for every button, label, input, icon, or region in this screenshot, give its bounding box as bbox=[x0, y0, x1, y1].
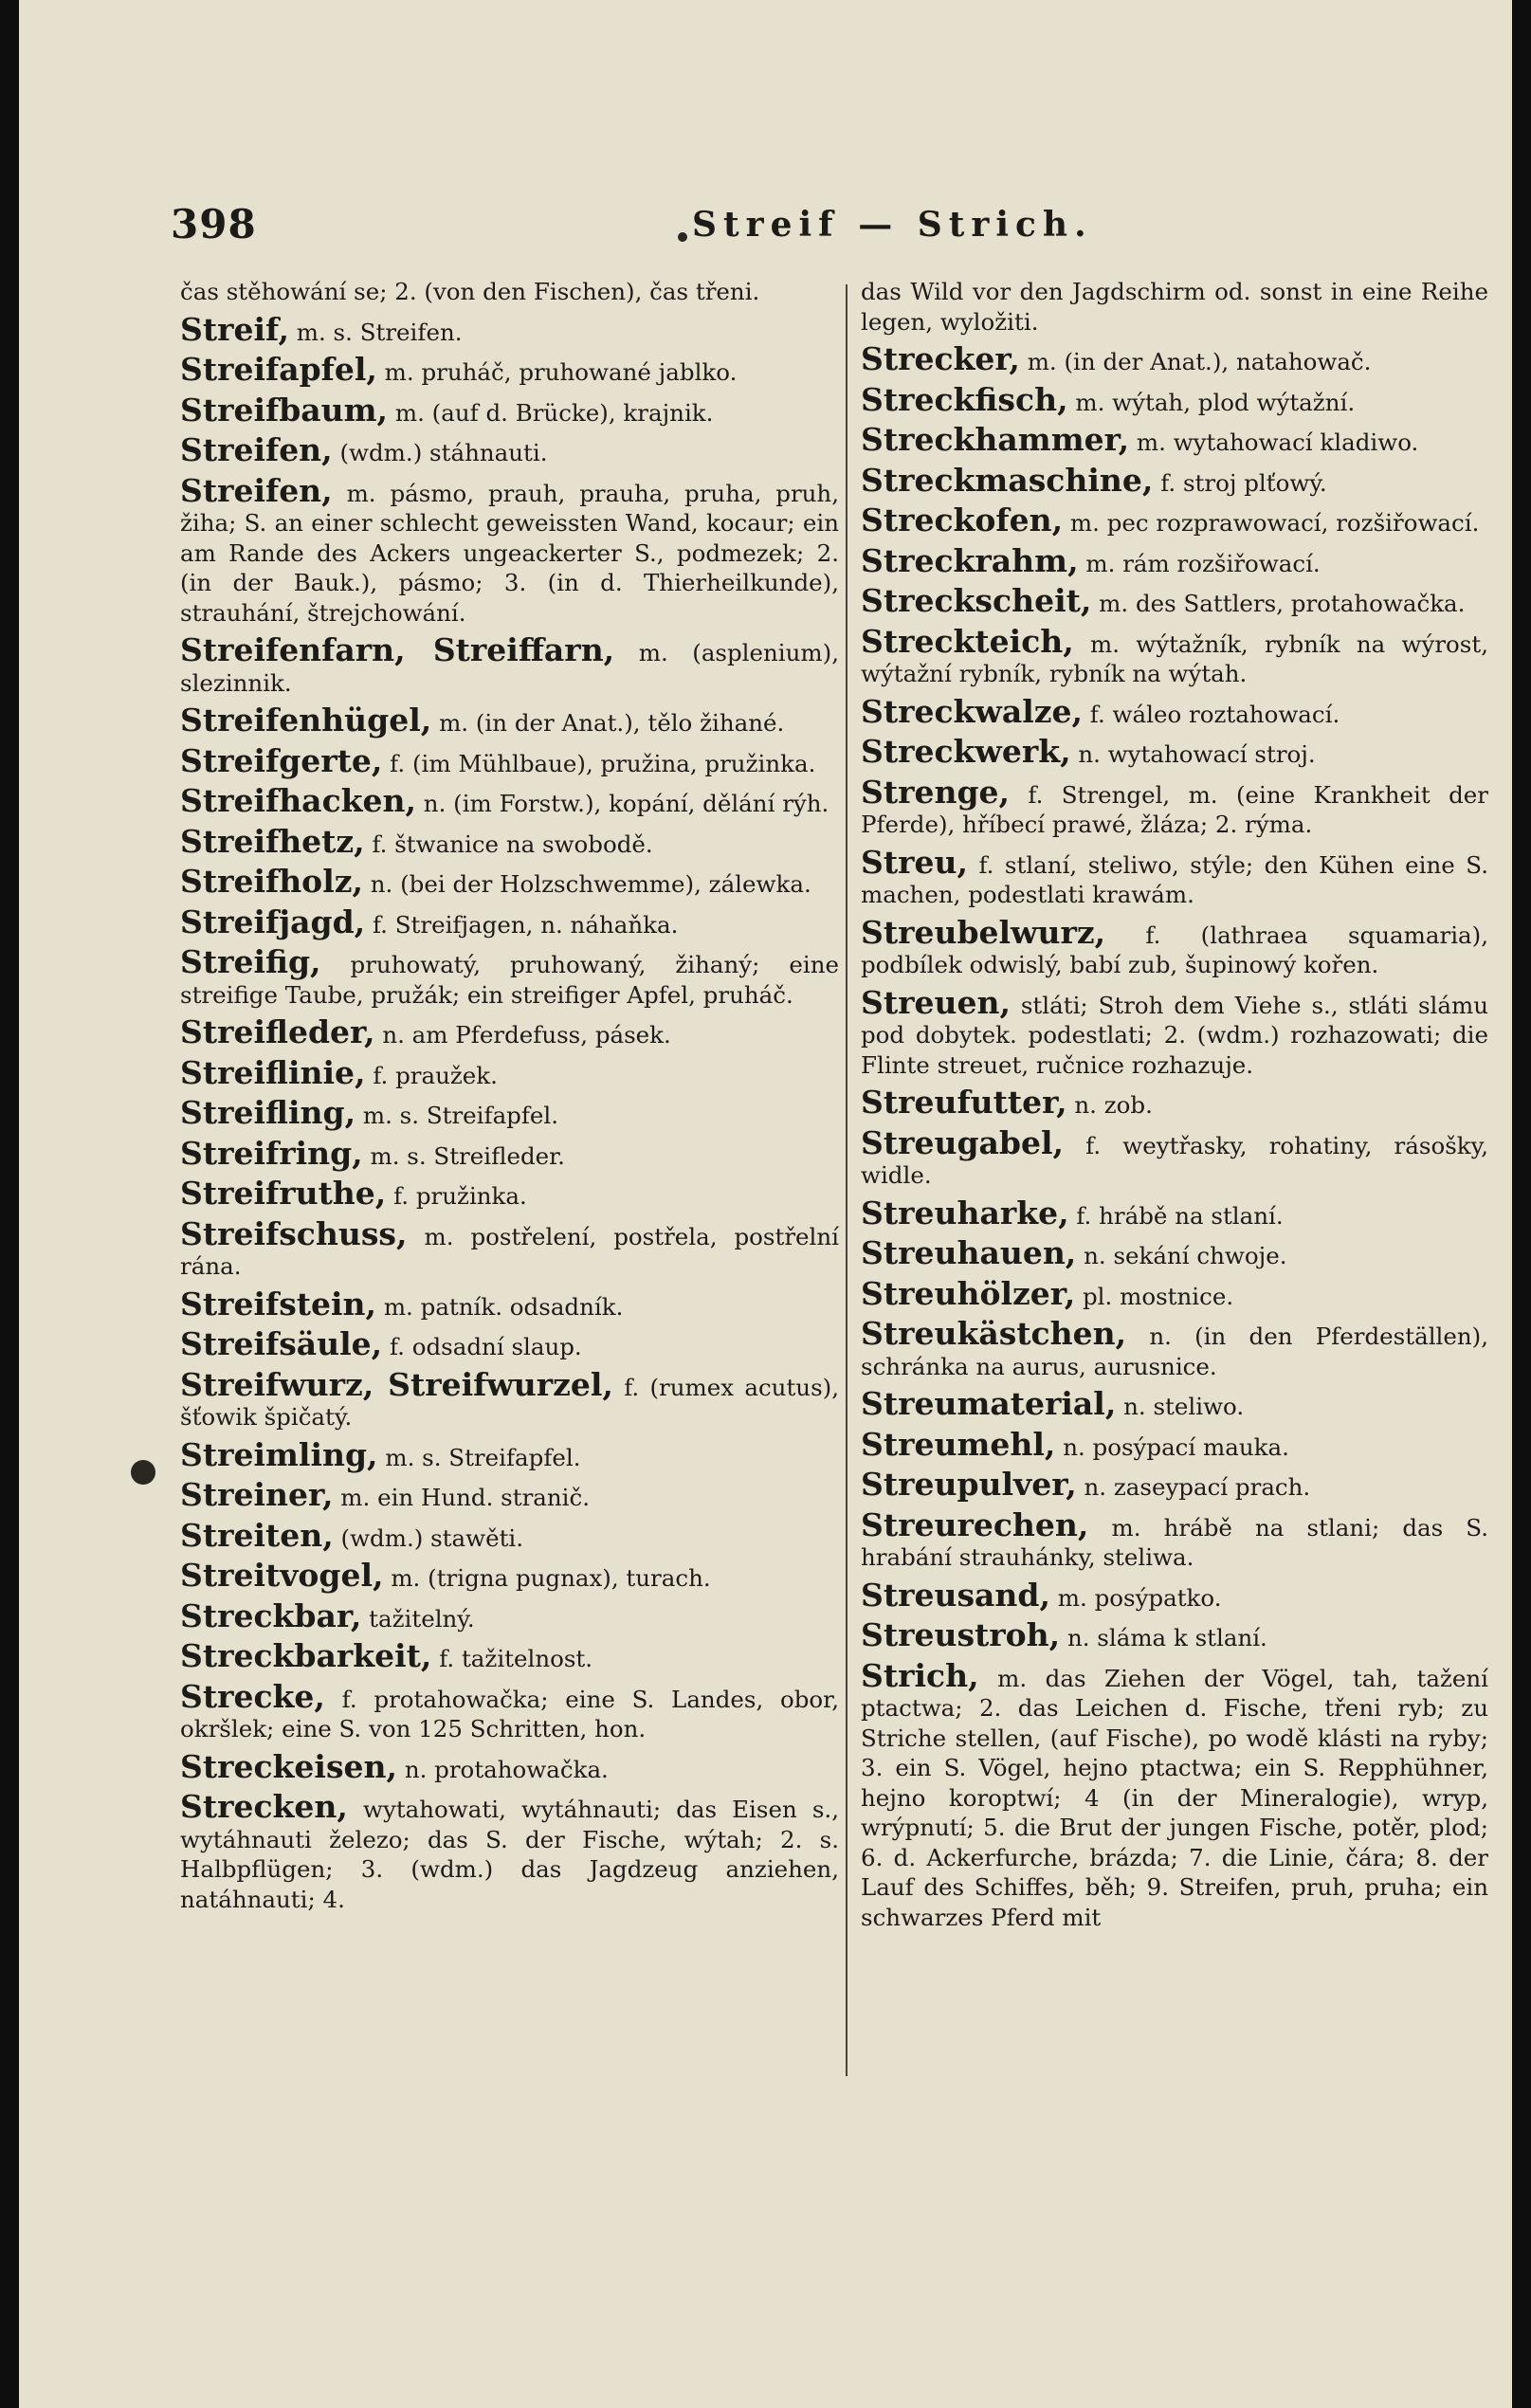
dictionary-entry bbox=[861, 1576, 1488, 1614]
entry-definition: n. protahowačka. bbox=[404, 1755, 609, 1783]
entry-headword: Strecker, bbox=[861, 340, 1020, 377]
dictionary-entry bbox=[861, 622, 1488, 689]
entry-headword: Streckofen, bbox=[861, 502, 1064, 538]
entry-headword: Streckwerk, bbox=[861, 733, 1071, 770]
dictionary-entry bbox=[180, 631, 839, 698]
entry-headword: Streifwurz, Streifwurzel, bbox=[180, 1365, 613, 1403]
dictionary-entry bbox=[861, 340, 1488, 377]
dictionary-entry bbox=[861, 1505, 1488, 1573]
entry-headword: Streumehl, bbox=[861, 1425, 1056, 1463]
entry-definition: m. pruháč, pruhowané jablko. bbox=[384, 358, 738, 386]
entry-headword: Streusand, bbox=[861, 1576, 1050, 1614]
entry-definition: f. praužek. bbox=[373, 1061, 498, 1089]
entry-headword: Streckbar, bbox=[180, 1596, 362, 1634]
entry-headword: Streuharke, bbox=[861, 1194, 1069, 1231]
dictionary-entry bbox=[180, 277, 839, 307]
entry-headword: Streuhauen, bbox=[861, 1234, 1077, 1271]
entry-definition: f. protahowačka; eine S. Landes, obor, okršlek; eine S. von 125 Schritten, hon. bbox=[180, 1685, 839, 1742]
dictionary-entry bbox=[861, 773, 1488, 840]
entry-definition: m. postřelení, postřela, postřelní rána. bbox=[180, 1222, 839, 1280]
entry-definition: f. tažitelnost. bbox=[439, 1645, 593, 1672]
entry-headword: Streckhammer, bbox=[861, 421, 1130, 458]
entry-definition: m. hrábě na stlani; das S. hrabání strauhánky, steliwa. bbox=[861, 1513, 1488, 1571]
dictionary-entry bbox=[180, 1285, 839, 1323]
entry-headword: Streif, bbox=[180, 310, 289, 348]
entry-headword: Streiner, bbox=[180, 1476, 334, 1513]
entry-definition: m. (auf d. Brücke), krajnik. bbox=[394, 398, 714, 427]
page-header bbox=[171, 201, 1365, 258]
dictionary-entry bbox=[180, 702, 839, 739]
entry-definition: m. s. Streifapfel. bbox=[385, 1443, 581, 1471]
dictionary-entry bbox=[180, 1325, 839, 1362]
entry-definition: f. (im Mühlbaue), pružina, pružinka. bbox=[390, 749, 816, 777]
entry-definition: m. s. Streifleder. bbox=[370, 1141, 565, 1170]
entry-definition: f. Strengel, m. (eine Krankheit der Pferde), hříbecí prawé, žláza; 2. rýma. bbox=[861, 780, 1488, 838]
ink-spot bbox=[131, 1460, 155, 1485]
entry-definition: n. posýpací mauka. bbox=[1063, 1432, 1289, 1461]
entry-headword: Streifjagd, bbox=[180, 903, 366, 940]
entry-headword: Strecken, bbox=[180, 1788, 348, 1825]
entry-definition: n. (bei der Holzschwemme), zálewka. bbox=[370, 870, 811, 898]
entry-headword: Streuhölzer, bbox=[861, 1274, 1076, 1312]
dictionary-entry bbox=[861, 421, 1488, 458]
entry-definition: m. (asplenium), slezinnik. bbox=[180, 639, 839, 697]
dictionary-entry bbox=[861, 582, 1488, 619]
entry-definition: n. sláma k stlaní. bbox=[1066, 1624, 1267, 1651]
entry-headword: Streimling, bbox=[180, 1435, 378, 1473]
dictionary-entry bbox=[180, 1365, 839, 1432]
entry-definition: m. wýtažník, rybník na wýrost, wýtažní rybník, rybník na wýtah. bbox=[861, 629, 1488, 687]
entry-headword: Streifring, bbox=[180, 1134, 363, 1172]
entry-definition: m. wytahowací kladiwo. bbox=[1136, 429, 1419, 456]
entry-definition: f. stlaní, steliwo, stýle; den Kühen eine S. machen, podestlati krawám. bbox=[861, 850, 1488, 908]
entry-headword: Streckwalze, bbox=[861, 692, 1083, 730]
entry-headword: Streckteich, bbox=[861, 622, 1074, 660]
dictionary-entry bbox=[180, 1134, 839, 1172]
entry-definition: m. pec rozprawowací, rozšiřowací. bbox=[1069, 509, 1480, 537]
entry-headword: Streifholz, bbox=[180, 863, 363, 900]
dictionary-page bbox=[19, 0, 1512, 2408]
dictionary-entry bbox=[180, 1747, 839, 1785]
entry-headword: Streckmaschine, bbox=[861, 461, 1154, 499]
dictionary-entry bbox=[180, 822, 839, 860]
dictionary-entry bbox=[861, 541, 1488, 579]
entry-headword: Streckeisen, bbox=[180, 1747, 398, 1785]
entry-definition: m. das Ziehen der Vögel, tah, tažení ptactwa; 2. das Leichen d. Fische, třeni ryb; zu Striche stellen, (auf Fische), po wodě klásti na ryby; 3. ein S. Vögel, hejno ptactwa; ein S. Repphühner, hejno koroptwí; 4 (in der Mineralogie), wryp, wrýpnutí; 5. die Brut der jungen Fische, potěr, plod; 6. d. Ackerfurche, brázda; 7. die Linie, čára; 8. der Lauf des Schiffes, běh; 9. Streifen, pruh, pruha; ein schwarzes Pferd mit bbox=[861, 1664, 1488, 1931]
dictionary-entry bbox=[180, 1435, 839, 1473]
entry-definition: n. zob. bbox=[1074, 1091, 1153, 1119]
entry-headword: Streifhacken, bbox=[180, 782, 416, 819]
entry-definition: n. wytahowací stroj. bbox=[1078, 740, 1316, 768]
dictionary-entry bbox=[180, 431, 839, 468]
entry-definition: m. (trigna pugnax), turach. bbox=[391, 1564, 711, 1592]
entry-headword: Streuen, bbox=[861, 983, 1011, 1021]
entry-headword: Streurechen, bbox=[861, 1505, 1089, 1543]
entry-headword: Streifenhügel, bbox=[180, 702, 432, 739]
dictionary-entry bbox=[180, 1094, 839, 1131]
entry-definition: f. hrábě na stlaní. bbox=[1076, 1201, 1284, 1230]
entry-headword: Streukästchen, bbox=[861, 1315, 1127, 1352]
entry-definition: (wdm.) stawěti. bbox=[340, 1523, 524, 1552]
entry-headword: Streugabel, bbox=[861, 1123, 1065, 1161]
entry-headword: Streifsäule, bbox=[180, 1325, 383, 1362]
dictionary-entry bbox=[180, 471, 840, 629]
dictionary-entry bbox=[861, 913, 1488, 980]
column-divider bbox=[846, 284, 848, 2076]
dictionary-entry bbox=[180, 1175, 839, 1212]
entry-definition: tažitelný. bbox=[369, 1604, 475, 1633]
entry-headword: Streifruthe, bbox=[180, 1175, 387, 1212]
entry-headword: Streufutter, bbox=[861, 1084, 1067, 1121]
dictionary-entry bbox=[861, 461, 1488, 499]
entry-headword: Strenge, bbox=[861, 773, 1011, 811]
dictionary-entry bbox=[180, 1516, 839, 1554]
entry-definition: f. (rumex acutus), šťowik špičatý. bbox=[180, 1373, 839, 1431]
dictionary-entry bbox=[180, 1788, 839, 1914]
entry-headword: Streifschuss, bbox=[180, 1214, 408, 1252]
entry-definition: f. Streifjagen, n. náhaňka. bbox=[372, 910, 679, 939]
entry-definition: das Wild vor den Jagdschirm od. sonst in eine Reihe legen, wyložiti. bbox=[861, 278, 1488, 336]
dictionary-entry bbox=[180, 1677, 839, 1744]
entry-definition: m. posýpatko. bbox=[1057, 1583, 1222, 1612]
dictionary-entry bbox=[861, 1084, 1488, 1121]
entry-definition: m. des Sattlers, protahowačka. bbox=[1099, 590, 1466, 617]
entry-definition: m. s. Streifen. bbox=[296, 318, 463, 346]
dictionary-entry bbox=[180, 310, 839, 348]
entry-definition: m. (in der Anat.), tělo žihané. bbox=[439, 709, 785, 737]
dictionary-entry bbox=[861, 983, 1488, 1081]
entry-headword: Streiflinie, bbox=[180, 1053, 366, 1091]
entry-definition: m. pásmo, prauh, prauha, pruha, pruh, žiha; S. an einer schlecht geweissten Wand, kocaur; ein am Rande des Ackers ungeackerter S., podmezek; 2. (in der Bauk.), pásmo; 3. (in d. Thierheilkunde), strauhání, štrejchowání. bbox=[180, 479, 840, 627]
entry-headword: Streckscheit, bbox=[861, 582, 1092, 619]
entry-definition: f. pružinka. bbox=[393, 1182, 527, 1210]
entry-definition: f. wáleo roztahowací. bbox=[1089, 700, 1340, 728]
entry-definition: f. štwanice na swobodě. bbox=[372, 830, 653, 858]
dictionary-entry bbox=[180, 782, 839, 819]
entry-headword: Streckrahm, bbox=[861, 541, 1079, 579]
entry-headword: Streifstein, bbox=[180, 1285, 377, 1323]
entry-definition: pruhowatý, pruhowaný, žihaný; eine streifige Taube, pružák; ein streifiger Apfel, pruháč. bbox=[180, 951, 839, 1009]
entry-definition: čas stěhowání se; 2. (von den Fischen), čas třeni. bbox=[180, 278, 760, 305]
dictionary-entry bbox=[180, 351, 839, 388]
dictionary-entry bbox=[861, 1466, 1488, 1503]
dictionary-entry bbox=[861, 1234, 1488, 1271]
dictionary-entry bbox=[861, 380, 1488, 418]
entry-definition: n. (in den Pferdeställen), schránka na aurus, aurusnice. bbox=[861, 1323, 1488, 1380]
dictionary-entry bbox=[861, 1123, 1488, 1191]
right-column bbox=[861, 277, 1488, 1940]
entry-definition: m. rám rozšiřowací. bbox=[1085, 549, 1321, 577]
entry-headword: Streustroh, bbox=[861, 1616, 1061, 1653]
entry-headword: Streifen, bbox=[180, 471, 333, 509]
dictionary-entry bbox=[861, 502, 1488, 538]
dictionary-entry bbox=[180, 741, 839, 779]
dictionary-entry bbox=[861, 692, 1488, 730]
entry-headword: Streifhetz, bbox=[180, 822, 365, 860]
entry-headword: Streumaterial, bbox=[861, 1385, 1117, 1422]
dictionary-entry bbox=[861, 843, 1488, 910]
running-head: Streif — Strich. bbox=[692, 205, 1093, 245]
dictionary-entry bbox=[861, 1315, 1488, 1381]
entry-headword: Strich, bbox=[861, 1656, 979, 1694]
entry-definition: f. (lathraea squamaria), podbílek odwislý, babí zub, šupinowý kořen. bbox=[861, 921, 1488, 978]
entry-definition: m. s. Streifapfel. bbox=[362, 1102, 559, 1129]
dictionary-entry bbox=[861, 1425, 1488, 1463]
entry-headword: Streifapfel, bbox=[180, 351, 377, 388]
entry-definition: n. zaseypací prach. bbox=[1084, 1473, 1311, 1501]
entry-headword: Streifbaum, bbox=[180, 391, 389, 429]
dictionary-entry bbox=[861, 1194, 1488, 1231]
dictionary-entry bbox=[180, 1637, 839, 1674]
dictionary-entry bbox=[180, 1596, 839, 1634]
dictionary-entry bbox=[861, 1385, 1488, 1422]
entry-headword: Streifgerte, bbox=[180, 741, 383, 779]
dictionary-entry bbox=[180, 1013, 839, 1050]
dictionary-entry bbox=[861, 1274, 1488, 1312]
dictionary-entry bbox=[180, 1557, 839, 1594]
entry-headword: Streckbarkeit, bbox=[180, 1637, 432, 1674]
entry-headword: Streifleder, bbox=[180, 1013, 375, 1050]
dictionary-entry bbox=[180, 943, 839, 1010]
entry-definition: stláti; Stroh dem Viehe s., stláti slámu pod dobytek. podestlati; 2. (wdm.) rozhazowati; die Flinte streuet, ručnice rozhazuje. bbox=[861, 991, 1488, 1079]
entry-headword: Streifling, bbox=[180, 1094, 356, 1131]
entry-headword: Streitvogel, bbox=[180, 1557, 384, 1594]
entry-definition: m. patník. odsadník. bbox=[383, 1292, 624, 1321]
dictionary-entry bbox=[180, 1476, 839, 1513]
entry-definition: f. odsadní slaup. bbox=[389, 1333, 582, 1360]
entry-headword: Streubelwurz, bbox=[861, 913, 1106, 951]
dictionary-entry bbox=[180, 391, 839, 429]
entry-headword: Streifen, bbox=[180, 431, 333, 468]
entry-definition: m. ein Hund. stranič. bbox=[340, 1484, 591, 1511]
entry-definition: n. sekání chwoje. bbox=[1084, 1242, 1287, 1269]
entry-definition: n. (im Forstw.), kopání, dělání rýh. bbox=[423, 790, 829, 817]
dictionary-entry bbox=[180, 903, 839, 940]
page-number: 398 bbox=[171, 201, 257, 247]
dictionary-entry bbox=[861, 277, 1488, 337]
entry-headword: Streckfisch, bbox=[861, 380, 1068, 418]
entry-definition: f. stroj plťowý. bbox=[1160, 468, 1327, 497]
dictionary-entry bbox=[861, 733, 1488, 770]
entry-headword: Streiten, bbox=[180, 1516, 334, 1554]
dictionary-entry bbox=[180, 863, 839, 900]
dictionary-entry bbox=[861, 1616, 1488, 1653]
entry-definition: m. wýtah, plod wýtažní. bbox=[1075, 388, 1356, 416]
entry-headword: Streifig, bbox=[180, 943, 321, 980]
entry-definition: n. steliwo. bbox=[1123, 1393, 1245, 1420]
entry-definition: f. weytřasky, rohatiny, rásošky, widle. bbox=[861, 1131, 1488, 1189]
entry-headword: Streifenfarn, Streiffarn, bbox=[180, 631, 615, 668]
entry-definition: pl. mostnice. bbox=[1083, 1282, 1234, 1310]
entry-definition: wytahowati, wytáhnauti; das Eisen s., wytáhnauti železo; das S. der Fische, wýtah; 2. s. Halbpflügen; 3. (wdm.) das Jagdzeug anziehen, natáhnauti; 4. bbox=[180, 1796, 839, 1913]
entry-headword: Streu, bbox=[861, 843, 968, 881]
dictionary-entry bbox=[180, 1053, 839, 1091]
dictionary-entry bbox=[180, 1214, 839, 1282]
entry-definition: (wdm.) stáhnauti. bbox=[339, 439, 548, 466]
entry-headword: Strecke, bbox=[180, 1677, 325, 1715]
entry-definition: m. (in der Anat.), natahowač. bbox=[1027, 348, 1372, 375]
dictionary-entry bbox=[861, 1656, 1488, 1933]
entry-definition: n. am Pferdefuss, pásek. bbox=[382, 1021, 671, 1049]
left-column bbox=[180, 277, 839, 1922]
entry-headword: Streupulver, bbox=[861, 1466, 1077, 1503]
